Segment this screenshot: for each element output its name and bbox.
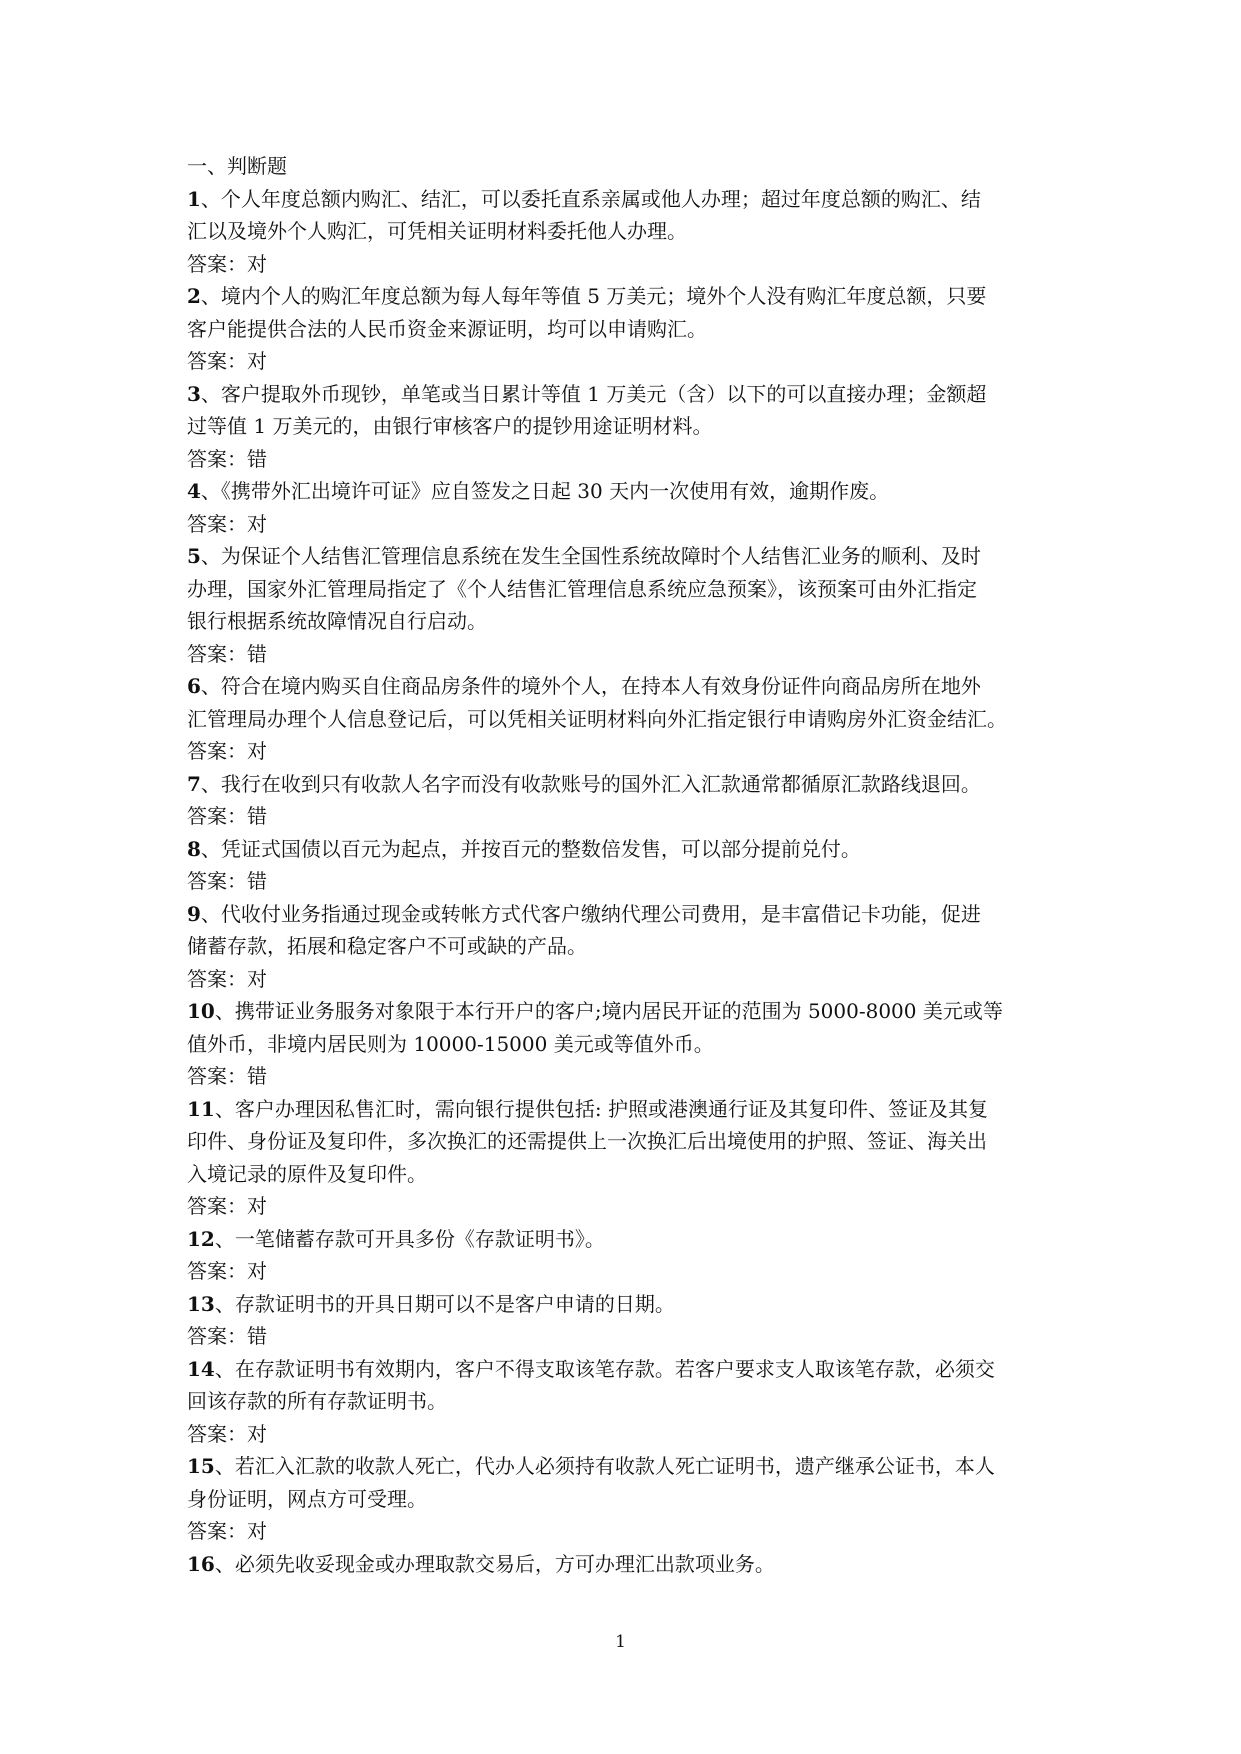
question-text-line	[187, 573, 1067, 606]
question-item	[187, 1353, 1067, 1451]
question-text: 、存款证明书的开具日期可以不是客户申请的日期。	[214, 1291, 675, 1316]
question-text-line	[187, 605, 1067, 638]
question-text-line	[187, 1385, 1067, 1418]
question-item	[187, 898, 1067, 996]
question-text-line	[187, 540, 1067, 573]
question-text-line	[187, 378, 1067, 411]
answer-line: 答案：对	[187, 511, 267, 536]
question-item	[187, 280, 1067, 378]
question-text: 回该存款的所有存款证明书。	[187, 1389, 447, 1413]
question-text: 印件、身份证及复印件，多次换汇的还需提供上一次换汇后出境使用的护照、签证、海关出	[187, 1129, 987, 1153]
question-text-line	[187, 410, 1067, 443]
question-text-line	[187, 1125, 1067, 1158]
question-text: 、个人年度总额内购汇、结汇，可以委托直系亲属或他人办理；超过年度总额的购汇、结	[200, 186, 981, 211]
question-number: 12	[187, 1226, 215, 1251]
question-text-line	[187, 995, 1067, 1028]
question-item	[187, 1450, 1067, 1548]
question-item	[187, 475, 1067, 540]
question-text: 、客户办理因私售汇时，需向银行提供包括: 护照或港澳通行证及其复印件、签证及其复	[214, 1096, 988, 1121]
question-text: 储蓄存款，拓展和稳定客户不可或缺的产品。	[187, 934, 587, 958]
question-item	[187, 670, 1067, 768]
question-text: 、凭证式国债以百元为起点，并按百元的整数倍发售，可以部分提前兑付。	[200, 836, 861, 861]
question-text: 、《携带外汇出境许可证》应自签发之日起 30 天内一次使用有效，逾期作废。	[200, 479, 890, 503]
question-text: 值外币，非境内居民则为 10000-15000 美元或等值外币。	[187, 1031, 714, 1056]
question-item	[187, 378, 1067, 476]
answer-line: 答案：对	[187, 1421, 267, 1446]
question-text: 入境记录的原件及复印件。	[187, 1161, 427, 1186]
question-text-line	[187, 1093, 1067, 1126]
answer-line: 答案：对	[187, 251, 267, 276]
question-text-line	[187, 703, 1067, 736]
question-number: 2	[187, 284, 201, 308]
question-number: 6	[187, 674, 201, 698]
question-number: 5	[187, 544, 201, 568]
question-number: 7	[187, 771, 201, 796]
answer-line: 答案：对	[187, 966, 267, 991]
question-text-line	[187, 1483, 1067, 1516]
question-text: 、我行在收到只有收款人名字而没有收款账号的国外汇入汇款通常都循原汇款路线退回。	[200, 771, 981, 796]
question-text-line	[187, 833, 1067, 866]
question-list	[187, 183, 1067, 1581]
question-item	[187, 1223, 1067, 1288]
question-item	[187, 1548, 1067, 1581]
question-number: 8	[187, 836, 201, 861]
question-text: 、为保证个人结售汇管理信息系统在发生全国性系统故障时个人结售汇业务的顺利、及时	[200, 544, 981, 568]
question-item	[187, 833, 1067, 898]
question-text-line	[187, 280, 1067, 313]
question-item	[187, 540, 1067, 670]
question-number: 1	[187, 186, 201, 211]
question-text-line	[187, 1223, 1067, 1256]
answer-line: 答案：错	[187, 641, 267, 666]
question-text-line	[187, 1353, 1067, 1386]
answer-line: 答案：对	[187, 739, 267, 763]
question-text: 、一笔储蓄存款可开具多份《存款证明书》。	[214, 1226, 605, 1251]
answer-line: 答案：对	[187, 1259, 267, 1283]
question-text-line	[187, 1288, 1067, 1321]
question-text: 、携带证业务服务对象限于本行开户的客户;境内居民开证的范围为 5000-8000 美元或等	[214, 999, 1003, 1023]
question-text: 、在存款证明书有效期内，客户不得支取该笔存款。若客户要求支人取该笔存款，必须交	[214, 1356, 995, 1381]
answer-line: 答案：错	[187, 1064, 267, 1088]
question-number: 16	[187, 1551, 215, 1576]
question-number: 3	[187, 381, 201, 406]
question-text-line	[187, 1450, 1067, 1483]
question-text-line	[187, 475, 1067, 508]
question-number: 9	[187, 901, 201, 926]
document-body	[187, 150, 1067, 1580]
question-item	[187, 768, 1067, 833]
answer-line: 答案：对	[187, 1194, 267, 1218]
question-text-line	[187, 670, 1067, 703]
question-item	[187, 183, 1067, 281]
answer-line: 答案：对	[187, 349, 267, 373]
question-item	[187, 1288, 1067, 1353]
question-text: 、必须先收妥现金或办理取款交易后，方可办理汇出款项业务。	[214, 1551, 775, 1576]
question-text: 、若汇入汇款的收款人死亡，代办人必须持有收款人死亡证明书，遗产继承公证书，本人	[214, 1454, 995, 1478]
question-text: 、代收付业务指通过现金或转帐方式代客户缴纳代理公司费用，是丰富借记卡功能，促进	[200, 901, 981, 926]
question-text-line	[187, 183, 1067, 216]
question-number: 14	[187, 1356, 215, 1381]
question-text: 身份证明，网点方可受理。	[187, 1486, 427, 1511]
question-text: 、客户提取外币现钞，单笔或当日累计等值 1 万美元（含）以下的可以直接办理；金额超	[200, 381, 987, 406]
answer-line: 答案：错	[187, 869, 267, 893]
question-item	[187, 1093, 1067, 1223]
question-text-line	[187, 313, 1067, 346]
question-text-line	[187, 215, 1067, 248]
question-text-line	[187, 768, 1067, 801]
answer-line: 答案：对	[187, 1519, 267, 1543]
question-text-line	[187, 898, 1067, 931]
answer-line: 答案：错	[187, 1324, 267, 1348]
question-text: 银行根据系统故障情况自行启动。	[187, 609, 487, 633]
question-number: 4	[187, 479, 201, 503]
question-text: 汇管理局办理个人信息登记后，可以凭相关证明材料向外汇指定银行申请购房外汇资金结汇。	[187, 706, 1007, 731]
question-text-line	[187, 1028, 1067, 1061]
answer-line: 答案：错	[187, 804, 267, 828]
question-text: 、境内个人的购汇年度总额为每人每年等值 5 万美元；境外个人没有购汇年度总额，只要	[200, 284, 987, 308]
question-text-line	[187, 1548, 1067, 1581]
question-text: 客户能提供合法的人民币资金来源证明，均可以申请购汇。	[187, 316, 707, 341]
question-number: 10	[187, 999, 215, 1023]
question-number: 11	[187, 1096, 215, 1121]
section-title: 一、判断题	[187, 154, 287, 178]
question-number: 13	[187, 1291, 215, 1316]
question-text-line	[187, 1158, 1067, 1191]
answer-line: 答案：错	[187, 446, 267, 471]
question-item	[187, 995, 1067, 1093]
question-text: 汇以及境外个人购汇，可凭相关证明材料委托他人办理。	[187, 219, 687, 243]
question-text-line	[187, 930, 1067, 963]
question-text: 办理，国家外汇管理局指定了《个人结售汇管理信息系统应急预案》，该预案可由外汇指定	[187, 576, 977, 601]
question-text: 过等值 1 万美元的，由银行审核客户的提钞用途证明材料。	[187, 414, 713, 438]
question-text: 、符合在境内购买自住商品房条件的境外个人，在持本人有效身份证件向商品房所在地外	[200, 674, 981, 698]
question-number: 15	[187, 1454, 215, 1478]
page-number: 1	[615, 1632, 626, 1652]
